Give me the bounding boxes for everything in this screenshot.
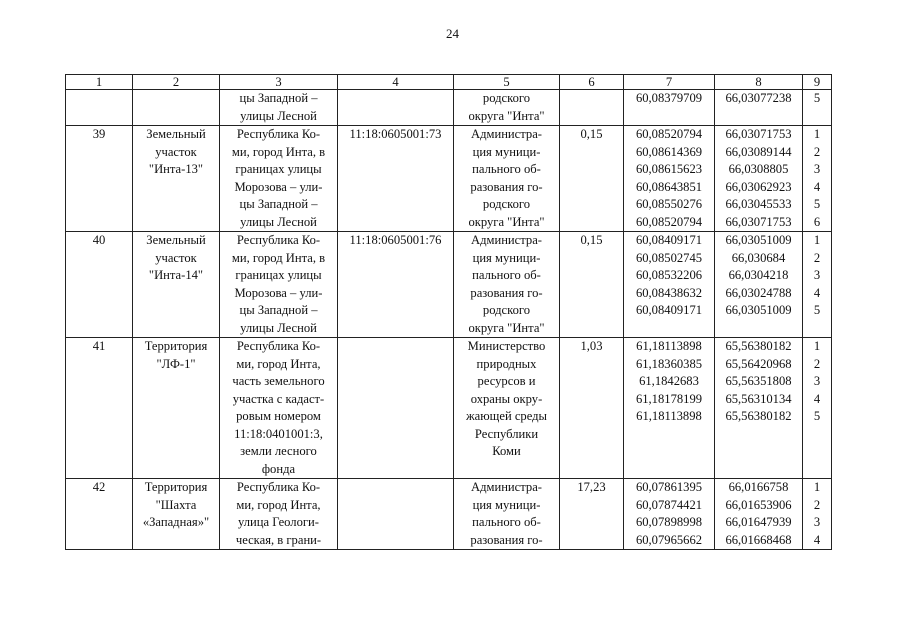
row-number: 41 [66, 338, 133, 479]
location-address: Республика Ко- ми, город Инта, часть земельного участка с кадаст- ровым номером 11:18:0401001:3, земли лесного фонда [220, 338, 338, 479]
column-header: 5 [454, 75, 560, 90]
cadastral-number: 11:18:0605001:73 [338, 126, 454, 232]
cadastral-number [338, 90, 454, 126]
row-number: 39 [66, 126, 133, 232]
responsible-authority: Министерство природных ресурсов и охраны окру- жающей среды Республики Коми [454, 338, 560, 479]
longitude-list: 66,03077238 [715, 90, 803, 126]
latitude-list: 60,07861395 60,07874421 60,07898998 60,07965662 [624, 479, 715, 550]
cadastral-number [338, 479, 454, 550]
column-header: 2 [133, 75, 220, 90]
column-header: 4 [338, 75, 454, 90]
latitude-list: 60,08520794 60,08614369 60,08615623 60,08643851 60,08550276 60,08520794 [624, 126, 715, 232]
object-name: Земельный участок "Инта-14" [133, 232, 220, 338]
column-header: 7 [624, 75, 715, 90]
point-numbers: 1 2 3 4 5 [803, 338, 832, 479]
location-address: Республика Ко- ми, город Инта, улица Геологи- ческая, в грани- [220, 479, 338, 550]
object-name [133, 90, 220, 126]
point-numbers: 1 2 3 4 5 6 [803, 126, 832, 232]
column-header: 3 [220, 75, 338, 90]
area-value [560, 90, 624, 126]
column-header: 9 [803, 75, 832, 90]
row-number [66, 90, 133, 126]
latitude-list: 61,18113898 61,18360385 61,1842683 61,18178199 61,18113898 [624, 338, 715, 479]
location-address: цы Западной – улицы Лесной [220, 90, 338, 126]
column-header: 6 [560, 75, 624, 90]
longitude-list: 66,0166758 66,01653906 66,01647939 66,01668468 [715, 479, 803, 550]
table-row [66, 90, 832, 126]
row-number: 42 [66, 479, 133, 550]
area-value: 0,15 [560, 126, 624, 232]
longitude-list: 66,03071753 66,03089144 66,0308805 66,03062923 66,03045533 66,03071753 [715, 126, 803, 232]
area-value: 17,23 [560, 479, 624, 550]
object-name: Земельный участок "Инта-13" [133, 126, 220, 232]
location-address: Республика Ко- ми, город Инта, в границах улицы Морозова – ули- цы Западной – улицы Лесной [220, 126, 338, 232]
point-numbers: 5 [803, 90, 832, 126]
responsible-authority: Администра- ция муници- пального об- разования го- родского округа "Инта" [454, 232, 560, 338]
latitude-list: 60,08379709 [624, 90, 715, 126]
responsible-authority: Администра- ция муници- пального об- разования го- родского округа "Инта" [454, 126, 560, 232]
table-row [66, 232, 832, 338]
point-numbers: 1 2 3 4 [803, 479, 832, 550]
cadastral-number [338, 338, 454, 479]
column-header: 1 [66, 75, 133, 90]
page-number: 24 [446, 26, 459, 41]
responsible-authority: родского округа "Инта" [454, 90, 560, 126]
table-row [66, 126, 832, 232]
area-value: 1,03 [560, 338, 624, 479]
table-row [66, 338, 832, 479]
point-numbers: 1 2 3 4 5 [803, 232, 832, 338]
latitude-list: 60,08409171 60,08502745 60,08532206 60,08438632 60,08409171 [624, 232, 715, 338]
location-address: Республика Ко- ми, город Инта, в границах улицы Морозова – ули- цы Западной – улицы Лесной [220, 232, 338, 338]
object-name: Территория "ЛФ-1" [133, 338, 220, 479]
column-header: 8 [715, 75, 803, 90]
longitude-list: 65,56380182 65,56420968 65,56351808 65,56310134 65,56380182 [715, 338, 803, 479]
longitude-list: 66,03051009 66,030684 66,0304218 66,03024788 66,03051009 [715, 232, 803, 338]
responsible-authority: Администра- ция муници- пального об- разования го- [454, 479, 560, 550]
object-name: Территория "Шахта «Западная»" [133, 479, 220, 550]
cadastral-number: 11:18:0605001:76 [338, 232, 454, 338]
row-number: 40 [66, 232, 133, 338]
header-row [66, 75, 832, 90]
table-row [66, 479, 832, 550]
area-value: 0,15 [560, 232, 624, 338]
coordinates-table [65, 74, 832, 550]
